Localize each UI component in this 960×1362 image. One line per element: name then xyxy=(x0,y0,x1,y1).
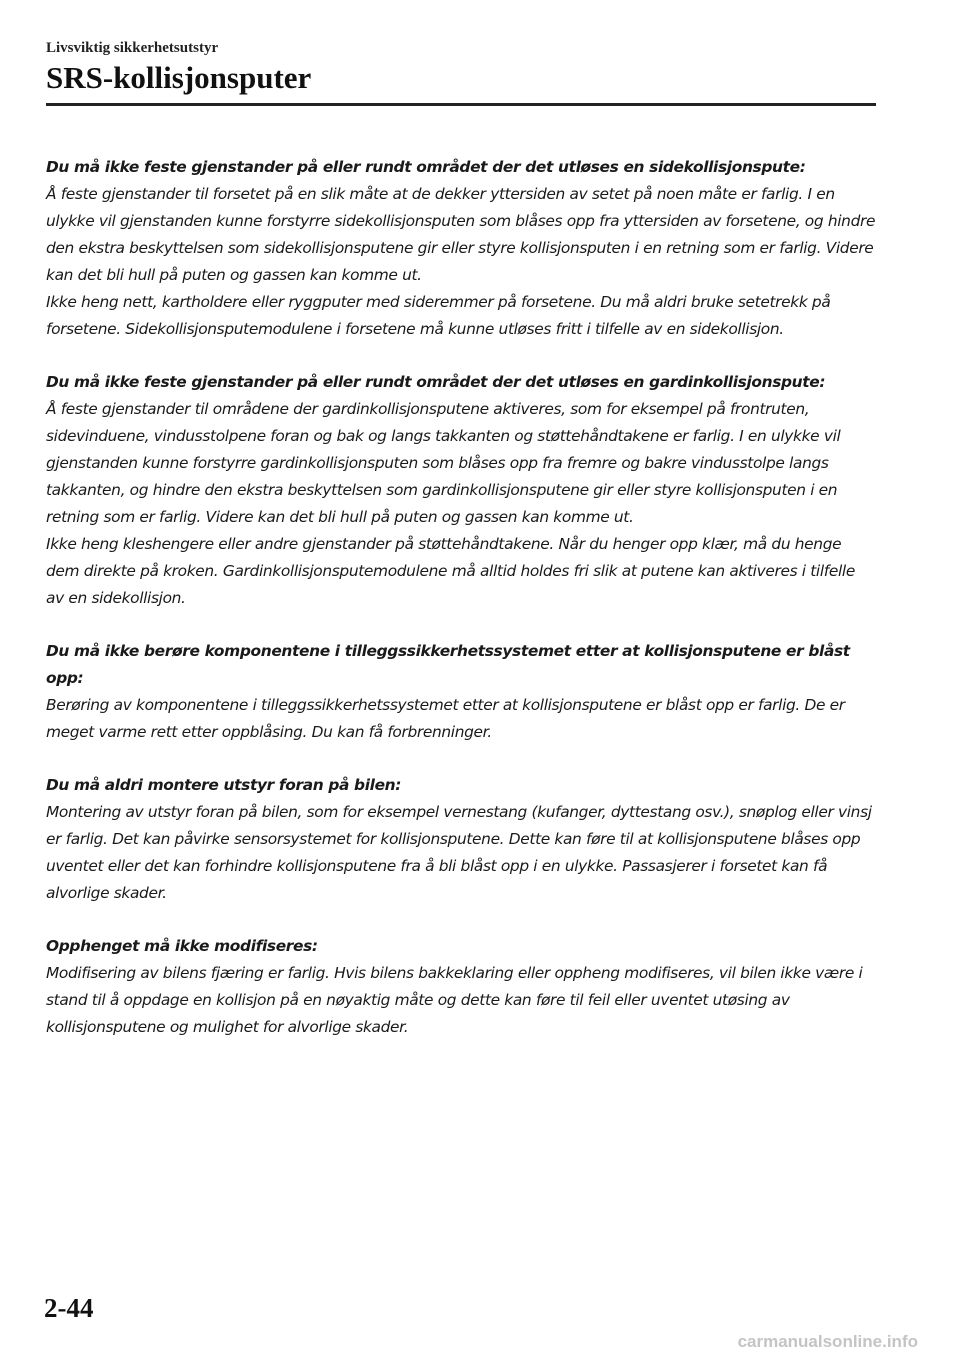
warning-paragraph: Ikke heng kleshengere eller andre gjenstander på støttehåndtakene. Når du henger opp klær, må du henge dem direkte på kroken. Gardinkollisjonsputemodulene må alltid holdes fri slik at putene kan aktiveres i tilfelle av en sidekollisjon. xyxy=(46,535,855,607)
warning-paragraph: Modifisering av bilens fjæring er farlig. Hvis bilens bakkeklaring eller oppheng modifiseres, vil bilen ikke være i stand til å oppdage en kollisjon på en nøyaktig måte og dette kan føre til feil eller uventet utøsing av kollisjonsputene og mulighet for alvorlige skader. xyxy=(46,964,863,1036)
warning-heading: Du må ikke berøre komponentene i tilleggssikkerhetssystemet etter at kollisjonsputene er blåst opp: xyxy=(46,642,850,687)
warning-touch-components xyxy=(46,638,876,746)
warning-paragraph: Berøring av komponentene i tilleggssikkerhetssystemet etter at kollisjonsputene er blåst opp er farlig. De er meget varme rett etter oppblåsing. Du kan få forbrenninger. xyxy=(46,696,845,741)
page-title: SRS-kollisjonsputer xyxy=(46,60,312,95)
warning-curtain-airbag xyxy=(46,369,876,612)
warning-front-equipment xyxy=(46,772,876,907)
warning-paragraph: Å feste gjenstander til forsetet på en slik måte at de dekker yttersiden av setet på noen måte er farlig. I en ulykke vil gjenstanden kunne forstyrre sidekollisjonsputen som blåses opp fra yttersiden av forsetene, og hindre den ekstra beskyttelsen som sidekollisjonsputene gir eller styre kollisjonsputen i en retning som er farlig. Videre kan det bli hull på puten og gassen kan komme ut. xyxy=(46,185,876,284)
page-header xyxy=(46,40,876,106)
warning-content xyxy=(46,154,876,1067)
warning-paragraph: Montering av utstyr foran på bilen, som for eksempel vernestang (kufanger, dyttestang osv.), snøplog eller vinsj er farlig. Det kan påvirke sensorsystemet for kollisjonsputene. Dette kan føre til at kollisjonsputene blåses opp uventet eller det kan forhindre kollisjonsputene fra å bli blåst opp i en ulykke. Passasjerer i forsetet kan få alvorlige skader. xyxy=(46,803,872,902)
warning-heading: Du må aldri montere utstyr foran på bilen: xyxy=(46,776,402,794)
warning-suspension xyxy=(46,933,876,1041)
warning-heading: Opphenget må ikke modifiseres: xyxy=(46,937,318,955)
warning-paragraph: Ikke heng nett, kartholdere eller ryggputer med sideremmer på forsetene. Du må aldri bruke setetrekk på forsetene. Sidekollisjonsputemodulene i forsetene må kunne utløses fritt i tilfelle av en sidekollisjon. xyxy=(46,293,831,338)
warning-paragraph: Å feste gjenstander til områdene der gardinkollisjonsputene aktiveres, som for eksempel på frontruten, sidevinduene, vindusstolpene foran og bak og langs takkanten og støttehåndtakene er farlig. I en ulykke vil gjenstanden kunne forstyrre gardinkollisjonsputen som blåses opp fra fremre og bakre vindusstolpe langs takkanten, og hindre den ekstra beskyttelsen som gardinkollisjonsputene gir eller styre kollisjonsputen i en retning som er farlig. Videre kan det bli hull på puten og gassen kan komme ut. xyxy=(46,400,841,526)
section-label: Livsviktig sikkerhetsutstyr xyxy=(46,40,219,56)
watermark: carmanualsonline.info xyxy=(737,1332,918,1351)
warning-heading: Du må ikke feste gjenstander på eller rundt området der det utløses en gardinkollisjonspute: xyxy=(46,373,826,391)
warning-heading: Du må ikke feste gjenstander på eller rundt området der det utløses en sidekollisjonspute: xyxy=(46,158,806,176)
warning-side-airbag xyxy=(46,154,876,343)
page-number: 2-44 xyxy=(44,1293,94,1323)
header-rule xyxy=(46,103,876,106)
